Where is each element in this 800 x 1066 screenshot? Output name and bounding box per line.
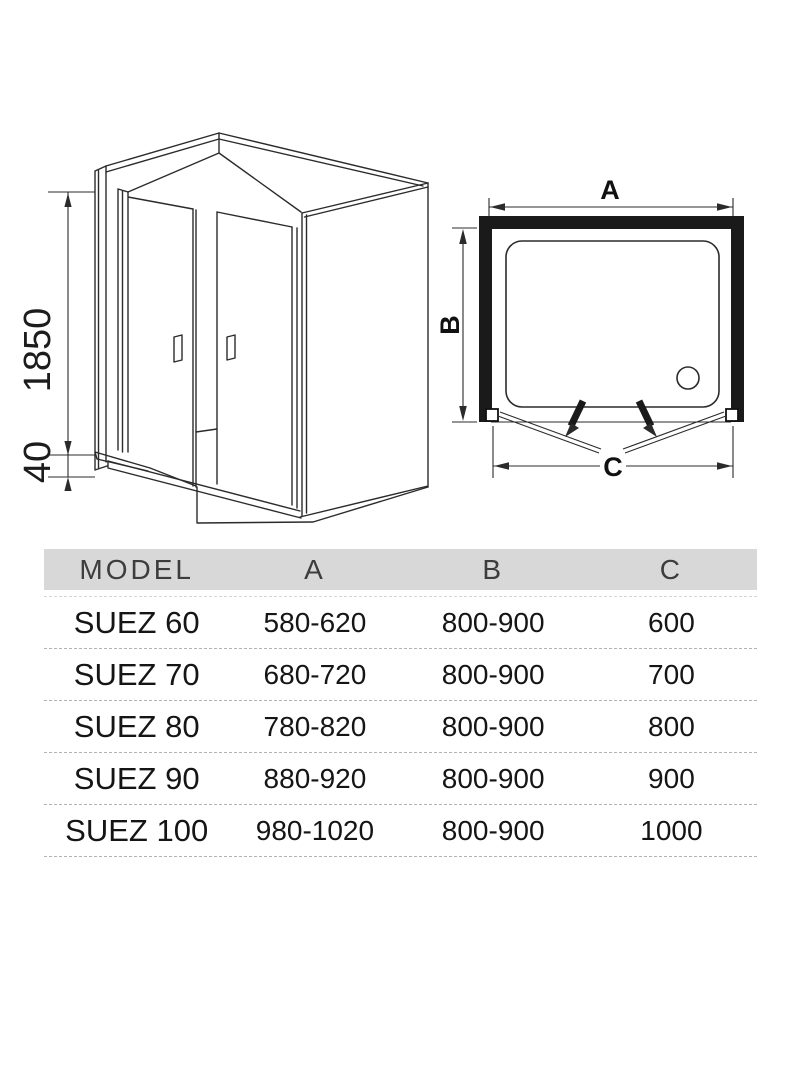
- front-view-dimensions: [17, 192, 95, 491]
- header-divider: [44, 590, 757, 597]
- size-spec-table: [44, 549, 757, 857]
- table-header-a: A: [304, 553, 326, 585]
- model-name: SUEZ 90: [73, 760, 200, 796]
- table-row: [44, 805, 757, 857]
- model-name: SUEZ 60: [73, 604, 200, 640]
- dimension-b-value: 800-900: [441, 658, 545, 690]
- plan-width-label: A: [600, 175, 620, 205]
- model-name: SUEZ 80: [73, 708, 200, 744]
- table-row: [44, 597, 757, 649]
- dimension-a-value: 580-620: [263, 606, 367, 638]
- dimension-c-value: 800: [648, 710, 695, 742]
- dimension-b-value: 800-900: [441, 606, 545, 638]
- dimension-a-value: 980-1020: [255, 814, 375, 846]
- table-header-c: C: [659, 553, 684, 585]
- dimension-a-value: 680-720: [263, 658, 367, 690]
- dimension-c-value: 700: [648, 658, 695, 690]
- height-dimension-label: 1850: [17, 307, 60, 393]
- dimension-c-value: 900: [648, 762, 695, 794]
- dimension-a-value: 780-820: [263, 710, 367, 742]
- table-header-row: [44, 549, 757, 590]
- dimension-c-value: 600: [648, 606, 695, 638]
- dimension-b-value: 800-900: [441, 814, 545, 846]
- base-dimension-label: 40: [17, 440, 60, 484]
- dimension-a-value: 880-920: [263, 762, 367, 794]
- front-isometric-drawing: [95, 133, 428, 523]
- model-name: SUEZ 100: [65, 812, 209, 848]
- table-row: [44, 649, 757, 701]
- table-header-model: MODEL: [79, 553, 194, 585]
- model-name: SUEZ 70: [73, 656, 200, 692]
- table-header-b: B: [482, 553, 505, 585]
- plan-depth-label: B: [435, 315, 466, 335]
- dimension-b-value: 800-900: [441, 762, 545, 794]
- dimension-c-value: 1000: [640, 814, 703, 846]
- dimension-b-value: 800-900: [441, 710, 545, 742]
- plan-view-drawing: [435, 175, 744, 482]
- table-row: [44, 701, 757, 753]
- table-row: [44, 753, 757, 805]
- plan-opening-label: C: [603, 452, 623, 482]
